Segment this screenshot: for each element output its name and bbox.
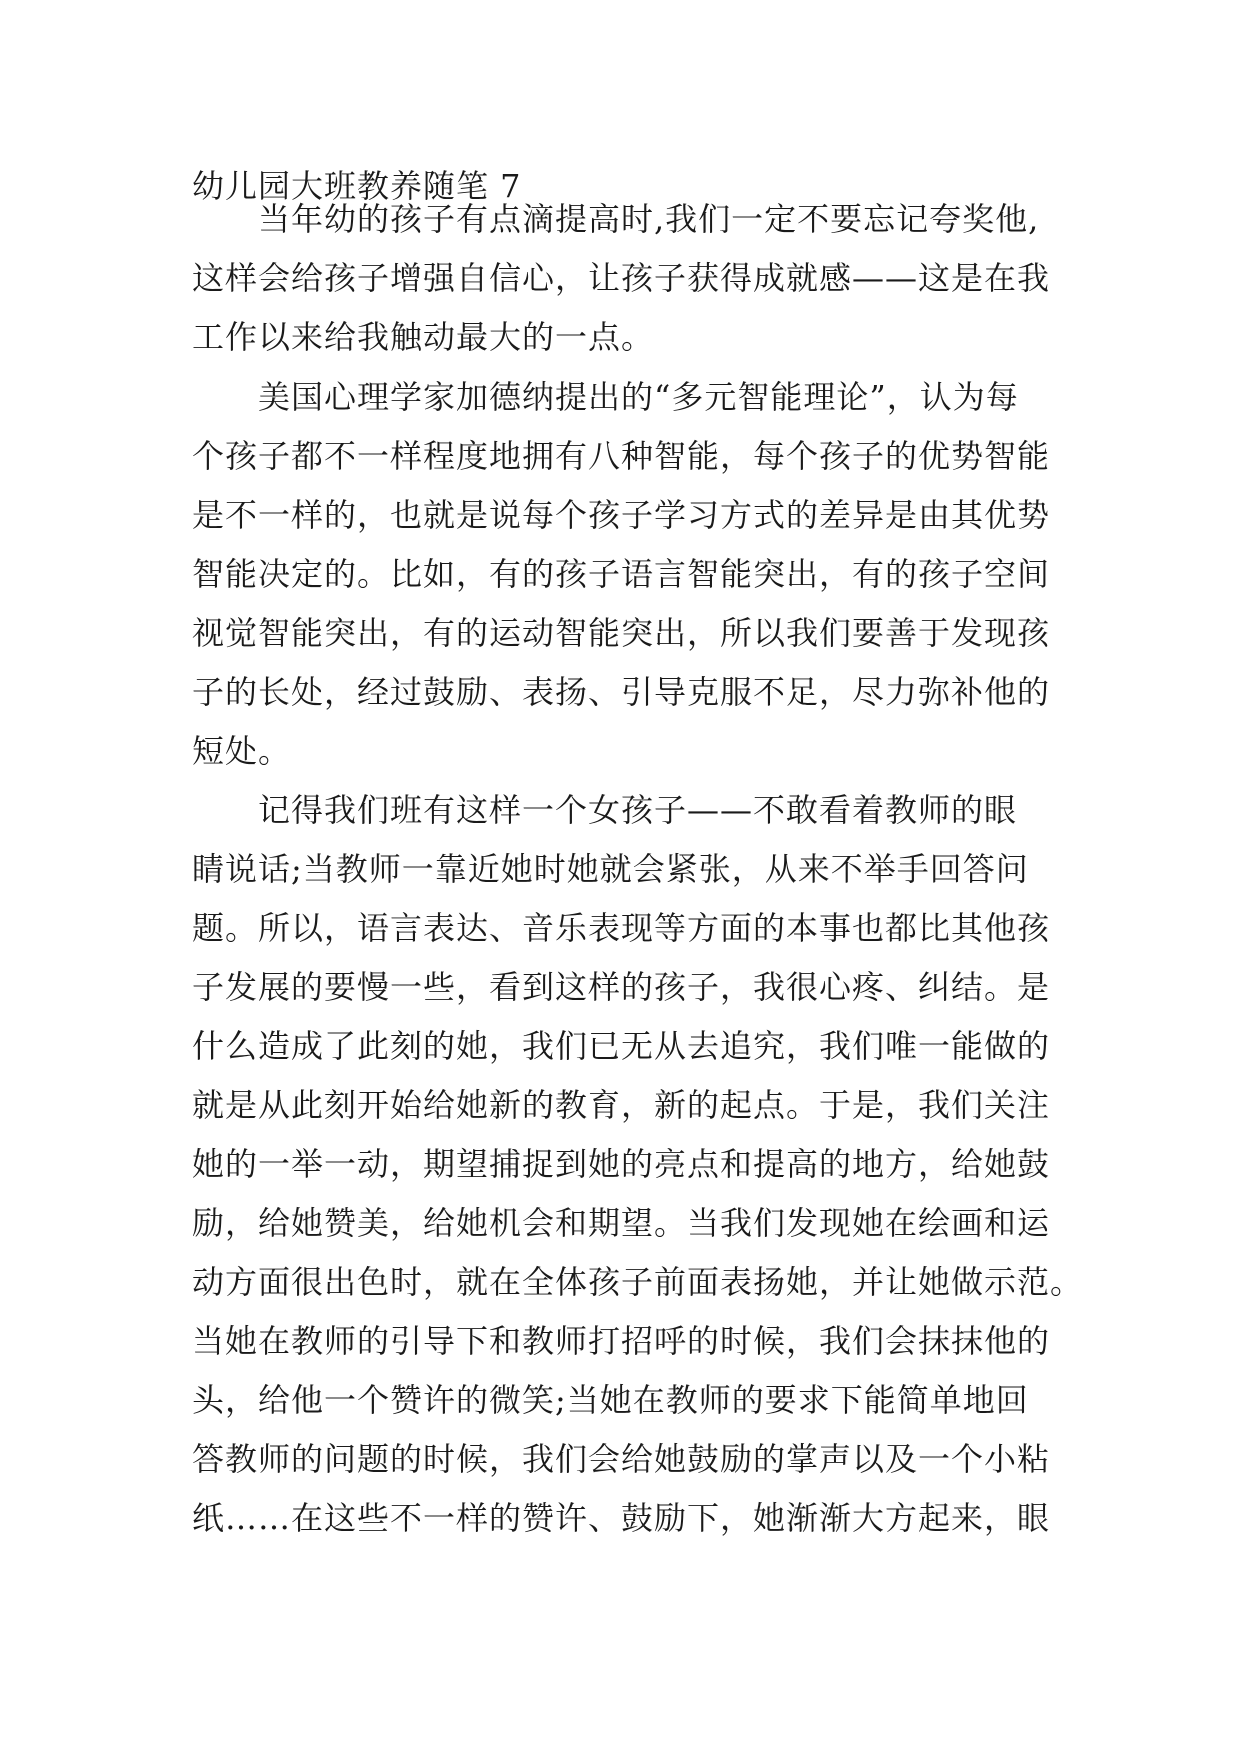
paragraph-line: 题。所以，语言表达、音乐表现等方面的本事也都比其他孩: [192, 909, 1051, 947]
paragraph-line: 这样会给孩子增强自信心，让孩子获得成就感——这是在我: [192, 259, 1051, 297]
paragraph-line: 记得我们班有这样一个女孩子——不敢看着教师的眼: [258, 791, 1018, 829]
paragraph-line: 当她在教师的引导下和教师打招呼的时候，我们会抹抹他的: [192, 1322, 1051, 1360]
paragraph-line: 什么造成了此刻的她，我们已无从去追究，我们唯一能做的: [192, 1027, 1051, 1065]
paragraph-line: 视觉智能突出，有的运动智能突出，所以我们要善于发现孩: [192, 614, 1051, 652]
paragraph-line: 美国心理学家加德纳提出的“多元智能理论”，认为每: [258, 378, 1019, 416]
paragraph-line: 子的长处，经过鼓励、表扬、引导克服不足，尽力弥补他的: [192, 673, 1051, 711]
paragraph-3: [192, 781, 1084, 1548]
paragraph-line: 头，给他一个赞许的微笑;当她在教师的要求下能简单地回: [192, 1381, 1029, 1419]
document-title: 幼儿园大班教养随笔 7: [192, 167, 522, 205]
paragraph-line: 是不一样的，也就是说每个孩子学习方式的差异是由其优势: [192, 496, 1051, 534]
paragraph-line: 纸……在这些不一样的赞许、鼓励下，她渐渐大方起来，眼: [192, 1499, 1051, 1537]
paragraph-line: 当年幼的孩子有点滴提高时,我们一定不要忘记夸奖他,: [258, 200, 1040, 238]
paragraph-line: 就是从此刻开始给她新的教育，新的起点。于是，我们关注: [192, 1086, 1051, 1124]
paragraph-line: 励，给她赞美，给她机会和期望。当我们发现她在绘画和运: [192, 1204, 1051, 1242]
paragraph-line: 她的一举一动，期望捕捉到她的亮点和提高的地方，给她鼓: [192, 1145, 1051, 1183]
paragraph-line: 答教师的问题的时候，我们会给她鼓励的掌声以及一个小粘: [192, 1440, 1051, 1478]
paragraph-line: 工作以来给我触动最大的一点。: [192, 318, 655, 356]
paragraph-2: [192, 368, 1062, 781]
paragraph-line: 智能决定的。比如，有的孩子语言智能突出，有的孩子空间: [192, 555, 1051, 593]
paragraph-line: 个孩子都不一样程度地拥有八种智能，每个孩子的优势智能: [192, 437, 1051, 475]
paragraph-1: [192, 190, 1062, 367]
paragraph-line: 动方面很出色时，就在全体孩子前面表扬她，并让她做示范。: [192, 1263, 1084, 1301]
paragraph-line: 睛说话;当教师一靠近她时她就会紧张，从来不举手回答问: [192, 850, 1029, 888]
paragraph-line: 子发展的要慢一些，看到这样的孩子，我很心疼、纠结。是: [192, 968, 1051, 1006]
paragraph-line: 短处。: [192, 732, 292, 770]
